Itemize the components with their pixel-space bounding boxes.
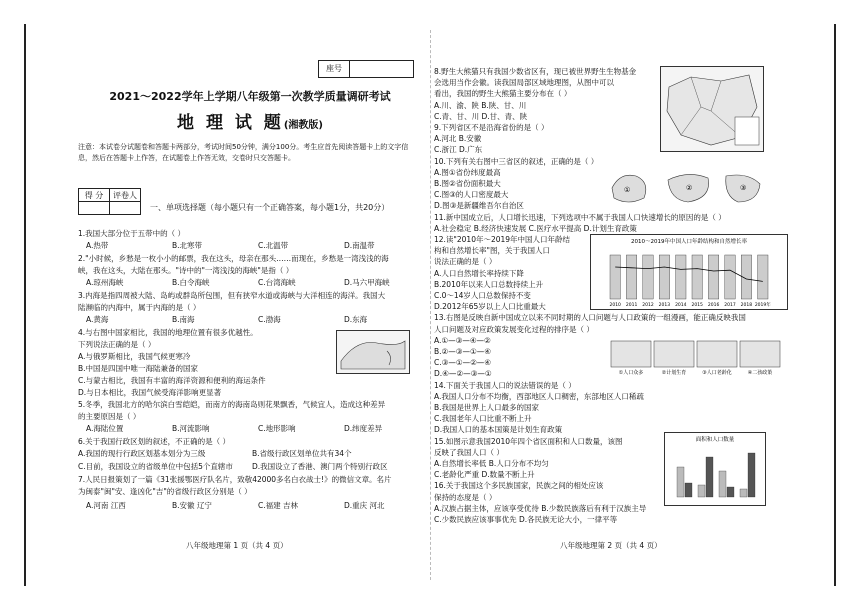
chart12-tick-label: 2011	[625, 303, 638, 308]
chart12-bar	[626, 255, 636, 299]
cartoon-panel	[697, 341, 737, 367]
cartoon-panel	[611, 341, 651, 367]
question-line: 保持的态度是（ ）	[434, 492, 497, 502]
question-line: 下列说法正确的是（ ）	[78, 340, 156, 349]
question-line: 16.关于我国这个多民族国家，民族之间的相处应该	[434, 481, 604, 491]
question-line: 11.新中国成立后，人口增长迅速，下列选项中不属于我国人口快速增长的原因的是（ ）	[434, 212, 726, 222]
chart12-tick-label: 2017	[724, 303, 736, 308]
answer-option: C.福建 吉林	[258, 501, 299, 510]
question-line: C.青、甘、川 D.甘、青、陕	[434, 111, 528, 121]
answer-option: C.渤海	[258, 315, 281, 324]
question-line: 4.与右图中国家相比，我国的地理位置有很多优越性。	[78, 328, 258, 337]
chart12-bar	[758, 255, 768, 299]
seat-label: 座号	[319, 61, 350, 77]
question-line: 5.冬季，我国北方的哈尔滨白雪皑皑，而南方的海南岛则花果飘香，气候宜人，造成这种差异	[78, 400, 386, 409]
grader-label: 评卷人	[110, 189, 141, 202]
chart15-bar	[677, 467, 684, 497]
seat-number-box	[318, 60, 414, 78]
chart12-bar	[643, 255, 653, 299]
question-line: C.目前，我国设立的省级单位中包括5个直辖市	[78, 462, 233, 471]
answer-option: D.东海	[344, 315, 368, 324]
chart12-bar	[610, 255, 620, 299]
cartoon-label: ④二孩政策	[747, 370, 773, 376]
score-cell	[79, 202, 110, 215]
region-map-figure	[661, 67, 763, 151]
chart15-bar	[706, 457, 713, 497]
chart15-bar	[727, 487, 734, 497]
answer-option: A.河南 江西	[86, 501, 126, 510]
chart12-title: 2010～2019年中国人口年龄结构和自然增长率	[631, 239, 747, 245]
area-population-chart-svg	[665, 433, 765, 505]
fig10-label-2: ②	[686, 184, 693, 192]
page-footer-left: 八年级地理第 1 页（共 4 页）	[186, 541, 288, 550]
question-line: C.我国老年人口比重不断上升	[434, 414, 532, 424]
population-chart	[590, 234, 788, 310]
question-line: A.河北 B.安徽	[434, 134, 482, 144]
answer-option: B.安徽 辽宁	[172, 501, 212, 510]
answer-option: D.南温带	[344, 241, 375, 250]
question-line: 说法正确的是（ ）	[434, 257, 497, 267]
answer-option: C.北温带	[258, 241, 289, 250]
chart12-tick-label: 2019年	[754, 303, 771, 308]
chart15-bar	[685, 483, 692, 497]
question-line: 14.下面关于我国人口的说法错误的是（ ）	[434, 380, 576, 390]
answer-option: A.黄海	[86, 315, 109, 324]
question-line: 6.关于我国行政区划的叙述，不正确的是（ ）	[78, 437, 231, 446]
question-line: B.2010年以来人口总数持续上升	[434, 279, 544, 289]
cartoon-label: ③人口老龄化	[702, 370, 732, 376]
answer-option: D.马六甲海峡	[344, 278, 390, 287]
cartoon-panel	[654, 341, 694, 367]
question-line: A.图①省份纬度最高	[434, 167, 501, 177]
chart12-tick-label: 2018	[740, 303, 753, 308]
chart15-bar	[748, 453, 755, 497]
question-line: A.我国的现行行政区划基本划分为三级	[78, 449, 206, 458]
answer-option: A.海陆位置	[86, 424, 124, 433]
map-figure	[337, 331, 409, 373]
question-line: B.中国是四国中唯一海陆兼备的国家	[78, 364, 199, 373]
province-shapes-figure	[608, 168, 766, 208]
chart15-bar	[698, 485, 705, 497]
chart12-line	[615, 267, 763, 281]
question-line: A.自然增长率低 B.人口分布不均匀	[434, 459, 549, 468]
chart12-tick-label: 2013	[658, 303, 671, 308]
question-line: 10.下列有关右图中三省区的叙述，正确的是（ ）	[434, 156, 599, 166]
question-line: B.我国是世界上人口最多的国家	[434, 403, 540, 412]
question-line: A.人口自然增长率持续下降	[434, 268, 524, 278]
answer-option: A.琼州海峡	[86, 278, 124, 287]
fig10-label-1: ①	[624, 186, 631, 194]
question-line: C.图③的人口密度最大	[434, 190, 509, 200]
question-line: A.我国人口分布不均衡，西部地区人口稠密，东部地区人口稀疏	[434, 391, 644, 401]
question-line: 为闽泰"闽"安、逢凶化"吉"的省级行政区分别是（ ）	[78, 487, 252, 496]
cartoon-label: ②计划生育	[661, 370, 687, 376]
answer-option: B.省级行政区划单位共有34个	[252, 449, 352, 458]
question-line: 看出，我国的野生大熊猫主要分布在（ ）	[434, 89, 572, 99]
chart12-tick-label: 2012	[642, 303, 654, 308]
question-line: 会选用当作会徽。读我国局部区域地理图，从图中可以	[434, 78, 614, 88]
answer-option: C.地形影响	[258, 424, 296, 433]
question-line: B.②—③—①—④	[434, 347, 491, 356]
page-footer-right: 八年级地理第 2 页（共 4 页）	[560, 541, 662, 550]
question-line: C.少数民族应该事事优先 D.各民族无论大小，一律平等	[434, 515, 618, 524]
question-line: 人口问题及对应政策发展变化过程的排序是（ ）	[434, 324, 594, 334]
question-line: 1.我国大部分位于五带中的（ ）	[78, 229, 186, 238]
question-line: 12.读"2010年～2019年中国人口年龄结	[434, 235, 571, 244]
question-line: 9.下列省区不是沿海省份的是（ ）	[434, 123, 549, 132]
chart15-bar	[740, 489, 747, 497]
population-cartoons	[610, 340, 782, 376]
question-line: A.川、渝、陕 B.陕、甘、川	[434, 100, 527, 110]
edition-label: (湘教版)	[283, 120, 323, 131]
question-line: A.社会稳定 B.经济快速发展 C.医疗水平提高 D.计划生育政策	[434, 223, 637, 233]
question-line: B.图②省份面积最大	[434, 179, 501, 188]
cartoon-label: ①人口众多	[618, 370, 644, 376]
answer-option: D.我国设立了香港、澳门两个特别行政区	[252, 462, 388, 471]
subject-title: 地 理 试 题	[177, 113, 284, 133]
chart12-bar	[725, 255, 735, 299]
neighbor-countries-map	[336, 330, 410, 374]
chart12-tick-label: 2015	[691, 303, 703, 308]
question-line: 15.如图示意我国2010年四个省区面积和人口数量，该图	[434, 436, 623, 446]
answer-option: B.北寒带	[172, 241, 203, 250]
question-line: 陆濒临的内海中，属于内海的是（ ）	[78, 303, 201, 312]
province-shapes	[608, 168, 766, 208]
question-line: 峡，我在这头，大陆在那头。"诗中的"一湾浅浅的海峡"是指（ ）	[78, 266, 294, 275]
question-line: D.图③是新疆维吾尔自治区	[434, 201, 524, 211]
question-line: D.④—②—③—①	[434, 369, 492, 379]
chart12-tick-label: 2016	[707, 303, 720, 308]
question-line: C.③—①—②—④	[434, 358, 492, 368]
chart12-bar	[659, 255, 669, 299]
cartoon-panel	[740, 341, 780, 367]
question-line: A.与俄罗斯相比，我国气候更寒冷	[78, 352, 191, 361]
column-divider	[430, 30, 431, 580]
question-line: D.与日本相比，我国气候受海洋影响更显著	[78, 388, 222, 397]
area-population-chart	[664, 432, 766, 506]
main-title	[140, 108, 360, 133]
panda-region-map	[660, 66, 764, 152]
question-line: A.①—③—④—②	[434, 335, 491, 345]
answer-option: D.重庆 河北	[344, 501, 385, 510]
chart15-bar	[719, 471, 726, 497]
answer-option: B.南海	[172, 315, 195, 324]
question-line: 7.人民日报策划了一篇《31张援鄂医疗队名片，致敬42000多名白衣战士!》的微信文章。名片	[78, 475, 392, 484]
question-line: 的主要原因是（ ）	[78, 412, 141, 421]
question-line: 13.右图是反映自新中国成立以来不同时期的人口问题与人口政策的一组漫画，能正确反映我国	[434, 313, 746, 323]
exam-notice: 注意：本试卷分试题卷和答题卡两部分，考试时间50分钟，满分100分。考生应首先阅读答题卡上的文字信息，然后在答题卡上作答，在试题卷上作答无效，交卷时只交答题卡。	[78, 143, 409, 162]
answer-option: A.热带	[86, 241, 109, 250]
answer-option: D.纬度差异	[344, 424, 383, 433]
grader-cell	[110, 202, 141, 215]
population-chart-svg	[591, 235, 787, 309]
section-heading: 一、单项选择题（每小题只有一个正确答案，每小题1分，共20分）	[150, 203, 390, 212]
question-line: D.我国人口的基本国策是计划生育政策	[434, 425, 563, 435]
question-line: D.2012年65岁以上人口比重最大	[434, 302, 546, 312]
question-line: 8.野生大熊猫只有我国少数省区有，现已被世界野生生物基金	[434, 67, 637, 76]
question-line: 3.内海是指四周被大陆、岛屿或群岛所包围，但有狭窄水道或海峡与大洋相连的海洋。我国大	[78, 291, 386, 300]
question-line: 2."小时候，乡愁是一枚小小的邮票，我在这头，母亲在那头……而现在，乡愁是一湾浅浅的海	[78, 254, 389, 263]
question-line: C.浙江 D.广东	[434, 145, 483, 155]
answer-option: B.河流影响	[172, 424, 210, 433]
cartoons-figure	[610, 340, 782, 376]
question-line: C.老龄化严重 D.数量不断上升	[434, 470, 535, 480]
chart12-bar	[692, 255, 702, 299]
question-line: 构和自然增长率"图，关于我国人口	[434, 246, 550, 256]
chart12-tick-label: 2010	[609, 303, 621, 308]
chart12-bar	[676, 255, 686, 299]
chart15-title: 面积和人口数量	[695, 437, 735, 443]
score-label: 得 分	[79, 189, 110, 202]
chart12-bar	[708, 255, 718, 299]
question-line: A.汉族占据主体，应该享受优待 B.少数民族落后有利于汉族主导	[434, 503, 647, 513]
exam-title: 2021～2022学年上学期八年级第一次教学质量调研考试	[109, 90, 391, 103]
question-line: 反映了我国人口（ ）	[434, 447, 504, 457]
answer-option: B.白令海峡	[172, 278, 210, 287]
fig10-label-3: ③	[740, 184, 747, 192]
question-line: C.0～14岁人口总数保持不变	[434, 291, 531, 300]
answer-option: C.台湾海峡	[258, 278, 296, 287]
score-box	[78, 188, 141, 215]
question-line: C.与蒙古相比，我国有丰富的海洋资源和便利的海运条件	[78, 376, 266, 385]
chart12-tick-label: 2014	[675, 303, 687, 308]
